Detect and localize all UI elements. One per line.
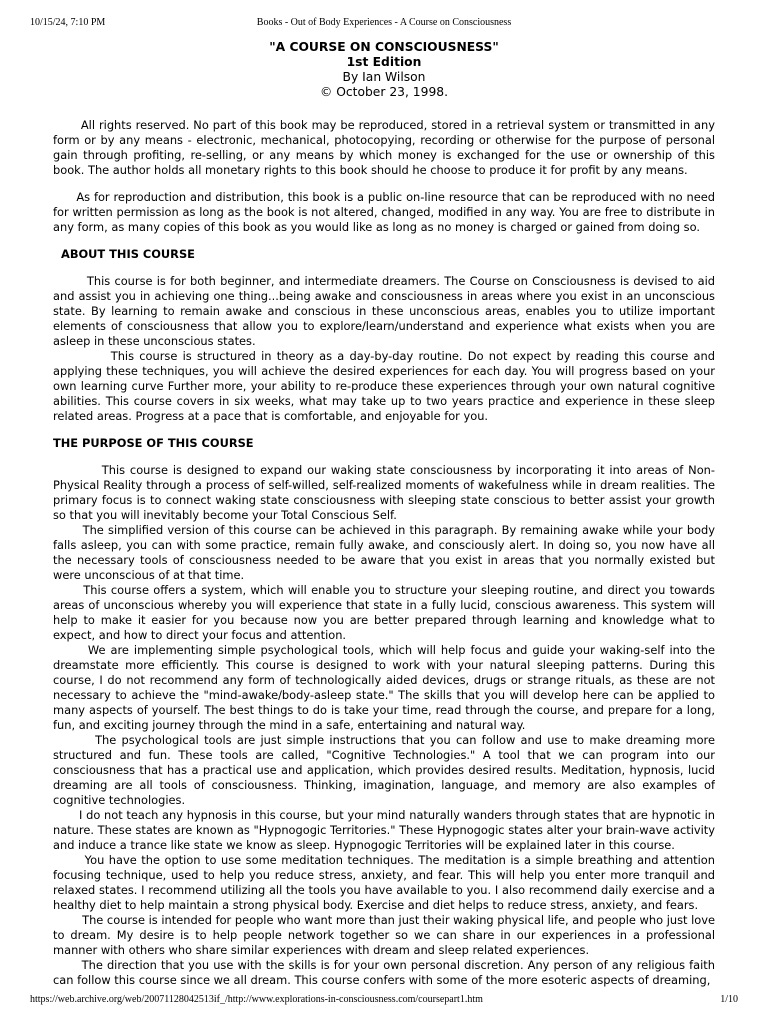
book-author: By Ian Wilson [342, 70, 426, 84]
archive-url-link[interactable]: https://web.archive.org/web/20071128042513if_/http://www.explorations-in-consciousness.com/coursepart1.htm [30, 994, 483, 1005]
print-page-title: Books - Out of Body Experiences - A Course on Consciousness [256, 17, 512, 28]
section-heading-about: ABOUT THIS COURSE [61, 247, 195, 261]
purpose-paragraph: We are implementing simple psychological tools, which will help focus and guide your waking-self into the dreamstate more efficiently. This course is designed to work with your natural sleeping patterns. During this course, I do not recommend any form of technologically aided devices, drugs or strange rituals, as these are not necessary to achieve the "mind-awake/body-asleep state." The skills that you will develop here can be applied to many aspects of yourself. The best things to do is take your time, read through the course, and prepare for a long, fun, and exciting journey through the mind in a safe, entertaining and natural way. [53, 643, 715, 732]
book-edition: 1st Edition [346, 55, 422, 69]
print-datetime: 10/15/24, 7:10 PM [30, 17, 106, 28]
print-footer [30, 994, 738, 1008]
distribution-paragraph: As for reproduction and distribution, this book is a public on-line resource that can be reproduced with no need for written permission as long as the book is not altered, changed, modified in any way. You are free to distribute in any form, as many copies of this book as you would like as long as no money is charged or gained from doing so. [53, 190, 715, 234]
document-body [53, 40, 715, 990]
page-number: 1/10 [720, 994, 738, 1005]
purpose-paragraph: The psychological tools are just simple instructions that you can follow and use to make dreaming more structured and fun. These tools are called, "Cognitive Technologies." A tool that we can program into our consciousness that has a practical use and application, which provides desired results. Meditation, hypnosis, lucid dreaming are all tools of consciousness. Thinking, imagination, language, and memory are also examples of cognitive technologies. [53, 733, 715, 807]
purpose-paragraph: The course is intended for people who want more than just their waking physical life, and people who just love to dream. My desire is to help people network together so we can share in our experiences in a professional manner with others who share similar experiences with dream and sleep related experiences. [53, 913, 715, 957]
book-copyright: © October 23, 1998. [320, 85, 448, 99]
purpose-paragraph: You have the option to use some meditation techniques. The meditation is a simple breathing and attention focusing technique, used to help you reduce stress, anxiety, and fear. This will help you enter more tranquil and relaxed states. I recommend utilizing all the tools you have available to you. I also recommend daily exercise and a healthy diet to help maintain a strong physical body. Exercise and diet helps to reduce stress, anxiety, and fears. [53, 853, 715, 912]
purpose-paragraph: This course is designed to expand our waking state consciousness by incorporating it into areas of Non-Physical Reality through a process of self-willed, self-realized moments of wakefulness while in dream realities. The primary focus is to connect waking state consciousness with sleeping state conscious to better assist your growth so that you will inevitably become your Total Conscious Self. [53, 463, 715, 522]
purpose-paragraph: The simplified version of this course can be achieved in this paragraph. By remaining awake while your body falls asleep, you can with some practice, remain fully awake, and consciously alert. In doing so, you now have all the necessary tools of consciousness needed to be aware that you exist in areas that you normally existed but were unconscious of at that time. [53, 523, 715, 582]
book-title: "A COURSE ON CONSCIOUSNESS" [269, 40, 499, 54]
about-paragraph: This course is structured in theory as a day-by-day routine. Do not expect by reading this course and applying these techniques, you will achieve the desired experiences for each day. You will progress based on your own learning curve Further more, your ability to re-produce these experiences through your own natural cognitive abilities. This course covers in six weeks, what may take up to two years practice and experience in these sleep related areas. Progress at a pace that is comfortable, and enjoyable for you. [53, 349, 715, 423]
rights-paragraph: All rights reserved. No part of this book may be reproduced, stored in a retrieval system or transmitted in any form or by any means - electronic, mechanical, photocopying, recording or otherwise for the purpose of personal gain through profiting, re-selling, or any means by which money is exchanged for the use or ownership of this book. The author holds all monetary rights to this book should he choose to produce it for profit by any means. [53, 118, 715, 177]
purpose-paragraph: This course offers a system, which will enable you to structure your sleeping routine, and direct you towards areas of unconscious whereby you will experience that state in a fully lucid, conscious awareness. This system will help to make it easier for you because now you are better prepared through learning and knowledge what to expect, and how to direct your focus and attention. [53, 583, 715, 642]
print-header [30, 17, 738, 31]
title-block [53, 40, 715, 100]
purpose-paragraph: I do not teach any hypnosis in this course, but your mind naturally wanders through states that are hypnotic in nature. These states are known as "Hypnogogic Territories." These Hypnogogic states alter your brain-wave activity and induce a trance like state we know as sleep. Hypnogogic Territories will be explained later in this course. [53, 808, 715, 852]
purpose-paragraph: The direction that you use with the skills is for your own personal discretion. Any person of any religious faith can follow this course since we all dream. This course confers with some of the more esoteric aspects of dreaming, [53, 958, 715, 987]
about-paragraph: This course is for both beginner, and intermediate dreamers. The Course on Consciousness is devised to aid and assist you in achieving one thing...being awake and consciousness in areas where you exist in an unconscious state. By learning to remain awake and conscious in these unconscious areas, enables you to utilize important elements of consciousness that allow you to explore/learn/understand and experience what exists when you are asleep in these unconscious states. [53, 274, 715, 348]
section-heading-purpose: THE PURPOSE OF THIS COURSE [53, 436, 254, 450]
